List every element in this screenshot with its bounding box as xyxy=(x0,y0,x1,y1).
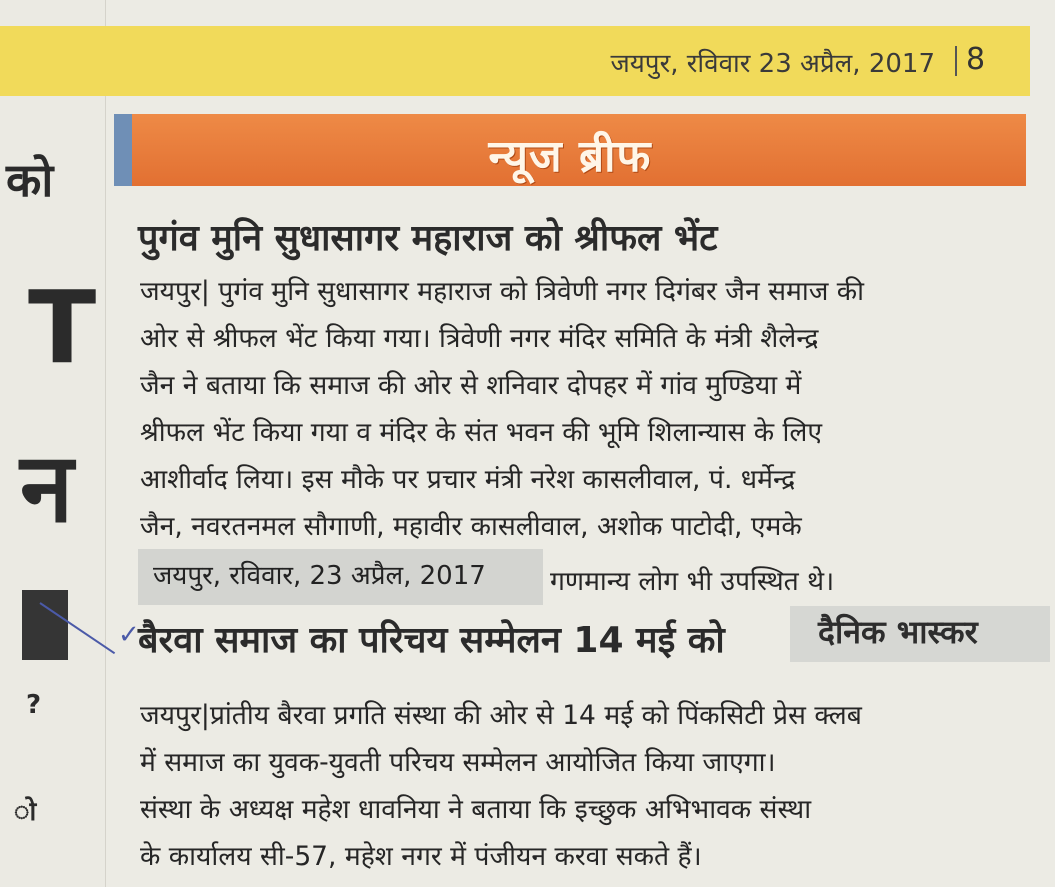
article2-headline: बैरवा समाज का परिचय सम्मेलन 14 मई को xyxy=(138,620,725,661)
article1-line: जयपुर| पुगंव मुनि सुधासागर महाराज को त्रिवेणी नगर दिगंबर जैन समाज की xyxy=(140,276,865,307)
date-stamp: जयपुर, रविवार, 23 अप्रैल, 2017 xyxy=(153,561,486,591)
article2-line: जयपुर|प्रांतीय बैरवा प्रगति संस्था की ओर से 14 मई को पिंकसिटी प्रेस क्लब xyxy=(140,700,862,731)
pen-tick-icon: ✓ xyxy=(118,620,140,650)
header-dateline: जयपुर, रविवार 23 अप्रैल, 2017 xyxy=(610,49,935,79)
article2-body xyxy=(140,692,1028,880)
article1-body xyxy=(140,268,1028,550)
fragment-text: ? xyxy=(26,690,42,720)
article1-line: श्रीफल भेंट किया गया व मंदिर के संत भवन की भूमि शिलान्यास के लिए xyxy=(140,417,822,448)
article1-headline: पुगंव मुनि सुधासागर महाराज को श्रीफल भेंट xyxy=(138,218,718,259)
article1-line: जैन ने बताया कि समाज की ओर से शनिवार दोपहर में गांव मुण्डिया में xyxy=(140,370,802,401)
fragment-text: को xyxy=(6,153,54,207)
newspaper-masthead: दैनिक भास्कर xyxy=(818,613,978,651)
fragment-text: ो xyxy=(14,797,37,827)
article2-line: के कार्यालय सी-57, महेश नगर में पंजीयन करवा सकते हैं। xyxy=(140,841,702,872)
header-separator xyxy=(955,46,957,76)
fragment-block xyxy=(22,590,68,660)
article2-line: में समाज का युवक-युवती परिचय सम्मेलन आयोजित किया जाएगा। xyxy=(140,747,776,778)
article2-line: संस्था के अध्यक्ष महेश धावनिया ने बताया कि इच्छुक अभिभावक संस्था xyxy=(140,794,812,825)
section-title: न्यूज ब्रीफ xyxy=(488,131,652,182)
page-number: 8 xyxy=(966,42,986,77)
article1-line: जैन, नवरतनमल सौगाणी, महावीर कासलीवाल, अशोक पाटोदी, एमके xyxy=(140,511,802,542)
article1-line: आशीर्वाद लिया। इस मौके पर प्रचार मंत्री नरेश कासलीवाल, पं. धर्मेन्द्र xyxy=(140,464,796,495)
article1-last-line: गणमान्य लोग भी उपस्थित थे। xyxy=(550,566,835,597)
fragment-text: T xyxy=(28,269,97,386)
fragment-text: न xyxy=(20,432,74,544)
article1-line: ओर से श्रीफल भेंट किया गया। त्रिवेणी नगर मंदिर समिति के मंत्री शैलेन्द्र xyxy=(140,323,819,354)
